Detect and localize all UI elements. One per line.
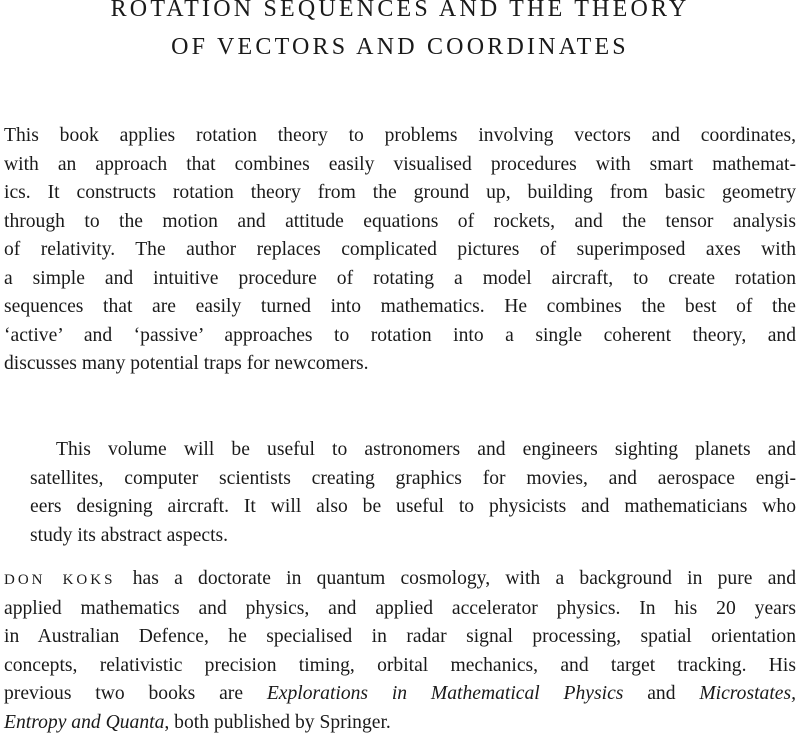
text-line: This volume will be useful to astronomers and engineers sighting planets and bbox=[56, 439, 796, 460]
author-name: DON KOKS bbox=[4, 572, 116, 588]
text-line: study its abstract aspects. bbox=[30, 524, 229, 546]
book-title-microstates: Microstates, bbox=[699, 683, 796, 704]
book-title-explorations: Explorations in Mathematical Physics bbox=[266, 683, 624, 704]
text-line: with an approach that combines easily visualised procedures with smart mathemat- bbox=[4, 153, 796, 175]
book-title-line-2: OF VECTORS AND COORDINATES bbox=[171, 34, 629, 60]
text-line bbox=[4, 709, 796, 738]
book-title-line-1: ROTATION SEQUENCES AND THE THEORY bbox=[110, 0, 690, 22]
text-line: eers designing aircraft. It will also be useful to physicists and mathematicians who bbox=[30, 496, 796, 517]
author-bio-paragraph bbox=[4, 565, 796, 737]
text-line: satellites, computer scientists creating graphics for movies, and aerospace engi- bbox=[30, 467, 796, 489]
text-line: of relativity. The author replaces complicated pictures of superimposed axes with bbox=[4, 239, 796, 260]
bio-text: , both published by Springer. bbox=[164, 711, 391, 733]
bio-text: has a doctorate in quantum cosmology, with a background in pure and bbox=[117, 568, 796, 589]
text-line: ‘active’ and ‘passive’ approaches to rotation into a single coherent theory, and bbox=[4, 324, 796, 346]
text-line: discusses many potential traps for newcomers. bbox=[4, 353, 369, 374]
audience-paragraph bbox=[4, 436, 796, 550]
text-line: concepts, relativistic precision timing, orbital mechanics, and target tracking. His bbox=[4, 654, 796, 676]
bio-text: previous two books are bbox=[4, 683, 267, 704]
text-line bbox=[4, 565, 796, 595]
text-line: This book applies rotation theory to problems involving vectors and coordinates, bbox=[4, 125, 796, 146]
text-line: a simple and intuitive procedure of rotating a model aircraft, to create rotation bbox=[4, 267, 796, 289]
description-paragraph bbox=[4, 122, 796, 379]
bio-text: and bbox=[623, 683, 700, 704]
text-line bbox=[4, 680, 796, 709]
text-line: sequences that are easily turned into mathematics. He combines the best of the bbox=[4, 296, 796, 317]
book-title-microstates-cont: Entropy and Quanta bbox=[4, 711, 165, 733]
text-line: applied mathematics and physics, and applied accelerator physics. In his 20 years bbox=[4, 597, 796, 619]
text-line: ics. It constructs rotation theory from the ground up, building from basic geometry bbox=[4, 182, 796, 203]
text-line: in Australian Defence, he specialised in radar signal processing, spatial orientation bbox=[4, 626, 796, 647]
text-line: through to the motion and attitude equations of rockets, and the tensor analysis bbox=[4, 210, 796, 232]
